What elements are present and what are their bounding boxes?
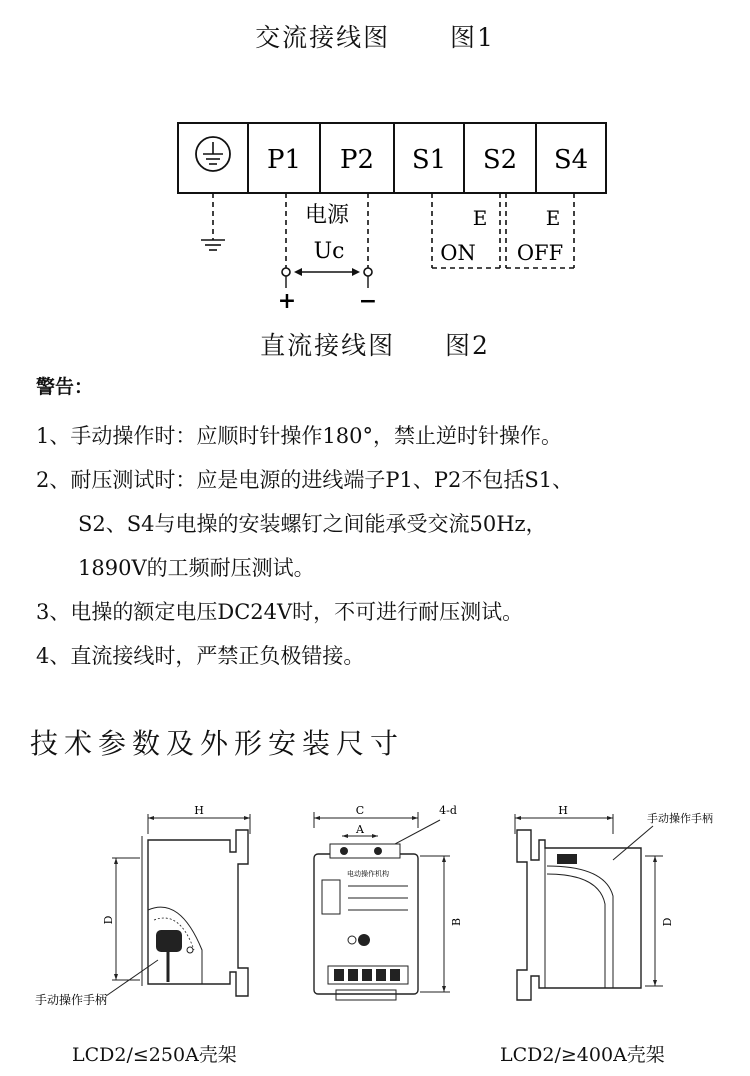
off-switch-e: E xyxy=(545,206,561,230)
on-switch-e: E xyxy=(472,206,488,230)
middle-dimension-drawing xyxy=(300,800,470,1010)
power-label: 电源 xyxy=(304,203,350,228)
dc-title-text: 直流接线图 xyxy=(260,331,396,360)
off-label: OFF xyxy=(516,241,564,265)
left-d-label: D xyxy=(102,915,115,925)
terminal-p1-label: P1 xyxy=(266,145,302,175)
left-handle-label: 手动操作手柄 xyxy=(35,993,108,1007)
right-h-label: H xyxy=(558,804,568,817)
warning-item-3: 3、电操的额定电压DC24V时，不可进行耐压测试。 xyxy=(36,600,524,624)
terminal-p2-label: P2 xyxy=(339,145,375,175)
warning-item-2: 2、耐压测试时：应是电源的进线端子P1、P2不包括S1、 xyxy=(36,468,574,492)
ac-title-text: 交流接线图 xyxy=(255,23,391,52)
right-caption: LCD2/≥400A壳架 xyxy=(500,1044,665,1066)
terminal-wiring-diagram xyxy=(160,110,620,320)
dc-fig-label: 图2 xyxy=(445,331,490,360)
plus-sign: + xyxy=(277,288,297,314)
warning-item-1: 1、手动操作时：应顺时针操作180°，禁止逆时针操作。 xyxy=(36,424,562,448)
right-dimension-drawing xyxy=(495,800,745,1020)
left-caption: LCD2/≤250A壳架 xyxy=(72,1044,237,1066)
on-label: ON xyxy=(440,241,476,265)
terminal-s1-label: S1 xyxy=(411,145,447,175)
left-h-label: H xyxy=(194,804,204,817)
middle-a-label: A xyxy=(356,823,364,836)
ac-fig-label: 图1 xyxy=(450,23,495,52)
middle-b-label: B xyxy=(450,917,463,927)
voltage-label: Uc xyxy=(313,239,345,264)
warning-item-2-cont: S2、S4与电操的安装螺钉之间能承受交流50Hz， xyxy=(78,512,547,536)
ground-icon xyxy=(196,137,230,171)
right-d-label: D xyxy=(661,917,674,927)
warning-title: 警告： xyxy=(36,376,94,398)
middle-hole-label: 4-d xyxy=(439,804,457,817)
terminal-s4-label: S4 xyxy=(553,145,589,175)
ac-wiring-title xyxy=(0,18,750,54)
minus-sign: − xyxy=(358,288,378,314)
ground-wire xyxy=(201,193,225,250)
right-handle-label: 手动操作手柄 xyxy=(647,812,713,825)
left-dimension-drawing xyxy=(30,800,260,1020)
middle-c-label: C xyxy=(355,804,365,817)
dc-wiring-title xyxy=(0,326,750,362)
warning-item-4: 4、直流接线时，严禁正负极错接。 xyxy=(36,644,365,668)
middle-panel-label: 电动操作机构 xyxy=(347,870,389,878)
warning-item-2-cont2: 1890V的工频耐压测试。 xyxy=(78,556,315,580)
terminal-s2-label: S2 xyxy=(482,145,518,175)
section-title: 技术参数及外形安装尺寸 xyxy=(30,727,405,760)
